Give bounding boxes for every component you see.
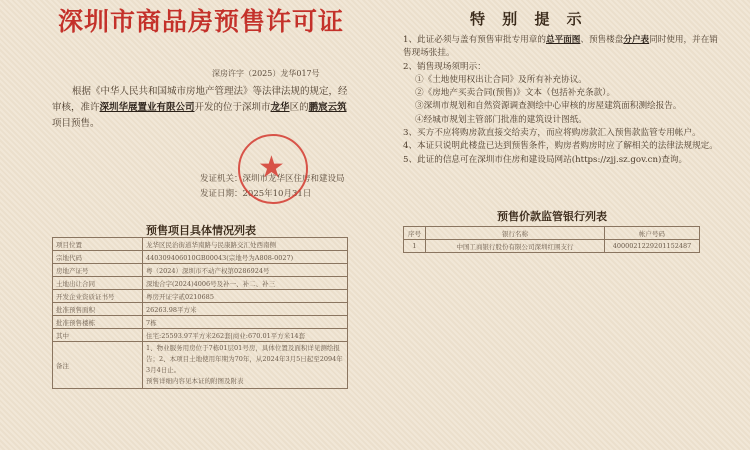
table-row — [53, 290, 348, 303]
official-seal — [238, 134, 308, 204]
issuing-authority: 深圳市龙华区住房和建设局 — [242, 174, 345, 184]
developer-name: 深圳华展置业有限公司 — [99, 102, 195, 113]
row-label: 宗地代码 — [53, 251, 143, 264]
table-row — [53, 251, 348, 264]
row-label: 开发企业资质证书号 — [53, 290, 143, 303]
row-value: 龙华区民治街道华南路与民康路交汇处西南侧 — [143, 238, 348, 251]
row-value: 1、物业服务用房位于7栋01层01号房，具体位置及面积详见测绘报告；2、本项目土地使用年期为70年，从2024年3月5日起至2094年3月4日止。 预售详细内容见本证的附图及附表 — [143, 342, 348, 389]
row-value: 7栋 — [143, 316, 348, 329]
table-row — [53, 264, 348, 277]
notice-list: 1、此证必须与盖有预售审批专用章的总平面图、预售楼盘分户表同时使用，并在销售现场张挂。 2、销售现场须明示： ①《土地使用权出让合同》及所有补充协议。 ②《房地产买卖合同(预售)》文本（包括补充条款）。 ③深圳市规划和自然资源调查测绘中心审核的房屋建筑面积测绘报告。 ④经城市规划主管部门批准的建筑设计图纸。 3、买方不应将购房款直接交给卖方，而应将购房款汇入预售款监管专用帐户。 4、本证只说明此楼盘已达到预售条件，购房者购房时应了解相关的法律法规规定。 5、此证的信息可在深圳市住房和建设局网站(https://zjj.sz.gov.cn)查询。 — [403, 35, 718, 165]
row-label: 批准预售楼栋 — [53, 316, 143, 329]
district: 龙华 — [270, 102, 290, 113]
table-row: 1 中国工商银行股份有限公司深圳红围支行 4000021229201152487 — [404, 240, 700, 253]
bank-table-title: 预售价款监管银行列表 — [497, 210, 607, 223]
row-label: 备注 — [53, 342, 143, 389]
project-details-table — [52, 237, 348, 389]
table-row — [53, 342, 348, 389]
table-row — [53, 316, 348, 329]
notice-title: 特 别 提 示 — [470, 10, 588, 28]
table-row — [53, 329, 348, 342]
table-row — [53, 238, 348, 251]
table-row — [53, 277, 348, 290]
row-value: 26263.98平方米 — [143, 303, 348, 316]
project-name: 鹏宸云筑 — [308, 102, 347, 113]
row-value: 440309406010GB00043(宗地号为A808-0027) — [143, 251, 348, 264]
issue-date: 2025年10月31日 — [242, 189, 312, 199]
row-label: 土地出让合同 — [53, 277, 143, 290]
row-value: 粤（2024）深圳市不动产权第0286924号 — [143, 264, 348, 277]
row-value: 深地合字(2024)4006号及补一、补二、补三 — [143, 277, 348, 290]
row-label: 项目位置 — [53, 238, 143, 251]
certificate-title: 深圳市商品房预售许可证 — [58, 7, 345, 36]
row-label: 其中 — [53, 329, 143, 342]
permit-number: 深房许字（2025）龙华017号 — [212, 69, 320, 78]
row-value: 住宅:25593.97平方米262套|商业:670.01平方米14套 — [143, 329, 348, 342]
bank-table: 序号 银行名称 帐户号码 1 中国工商银行股份有限公司深圳红围支行 4000021229201152487 — [403, 226, 700, 253]
permit-statement: 根据《中华人民共和国城市房地产管理法》等法律法规的规定，经审核，准许深圳华展置业有限公司开发的位于深圳市龙华区的鹏宸云筑项目预售。 — [52, 86, 348, 129]
star-icon: ★ — [258, 150, 285, 185]
row-label: 批准预售面积 — [53, 303, 143, 316]
row-value: 粤房开证字贰0210685 — [143, 290, 348, 303]
issuer-block: 发证机关：深圳市龙华区住房和建设局 发证日期：2025年10月31日 — [200, 174, 345, 199]
row-label: 房地产证号 — [53, 264, 143, 277]
project-table-title: 预售项目具体情况列表 — [146, 224, 256, 237]
table-row — [53, 303, 348, 316]
